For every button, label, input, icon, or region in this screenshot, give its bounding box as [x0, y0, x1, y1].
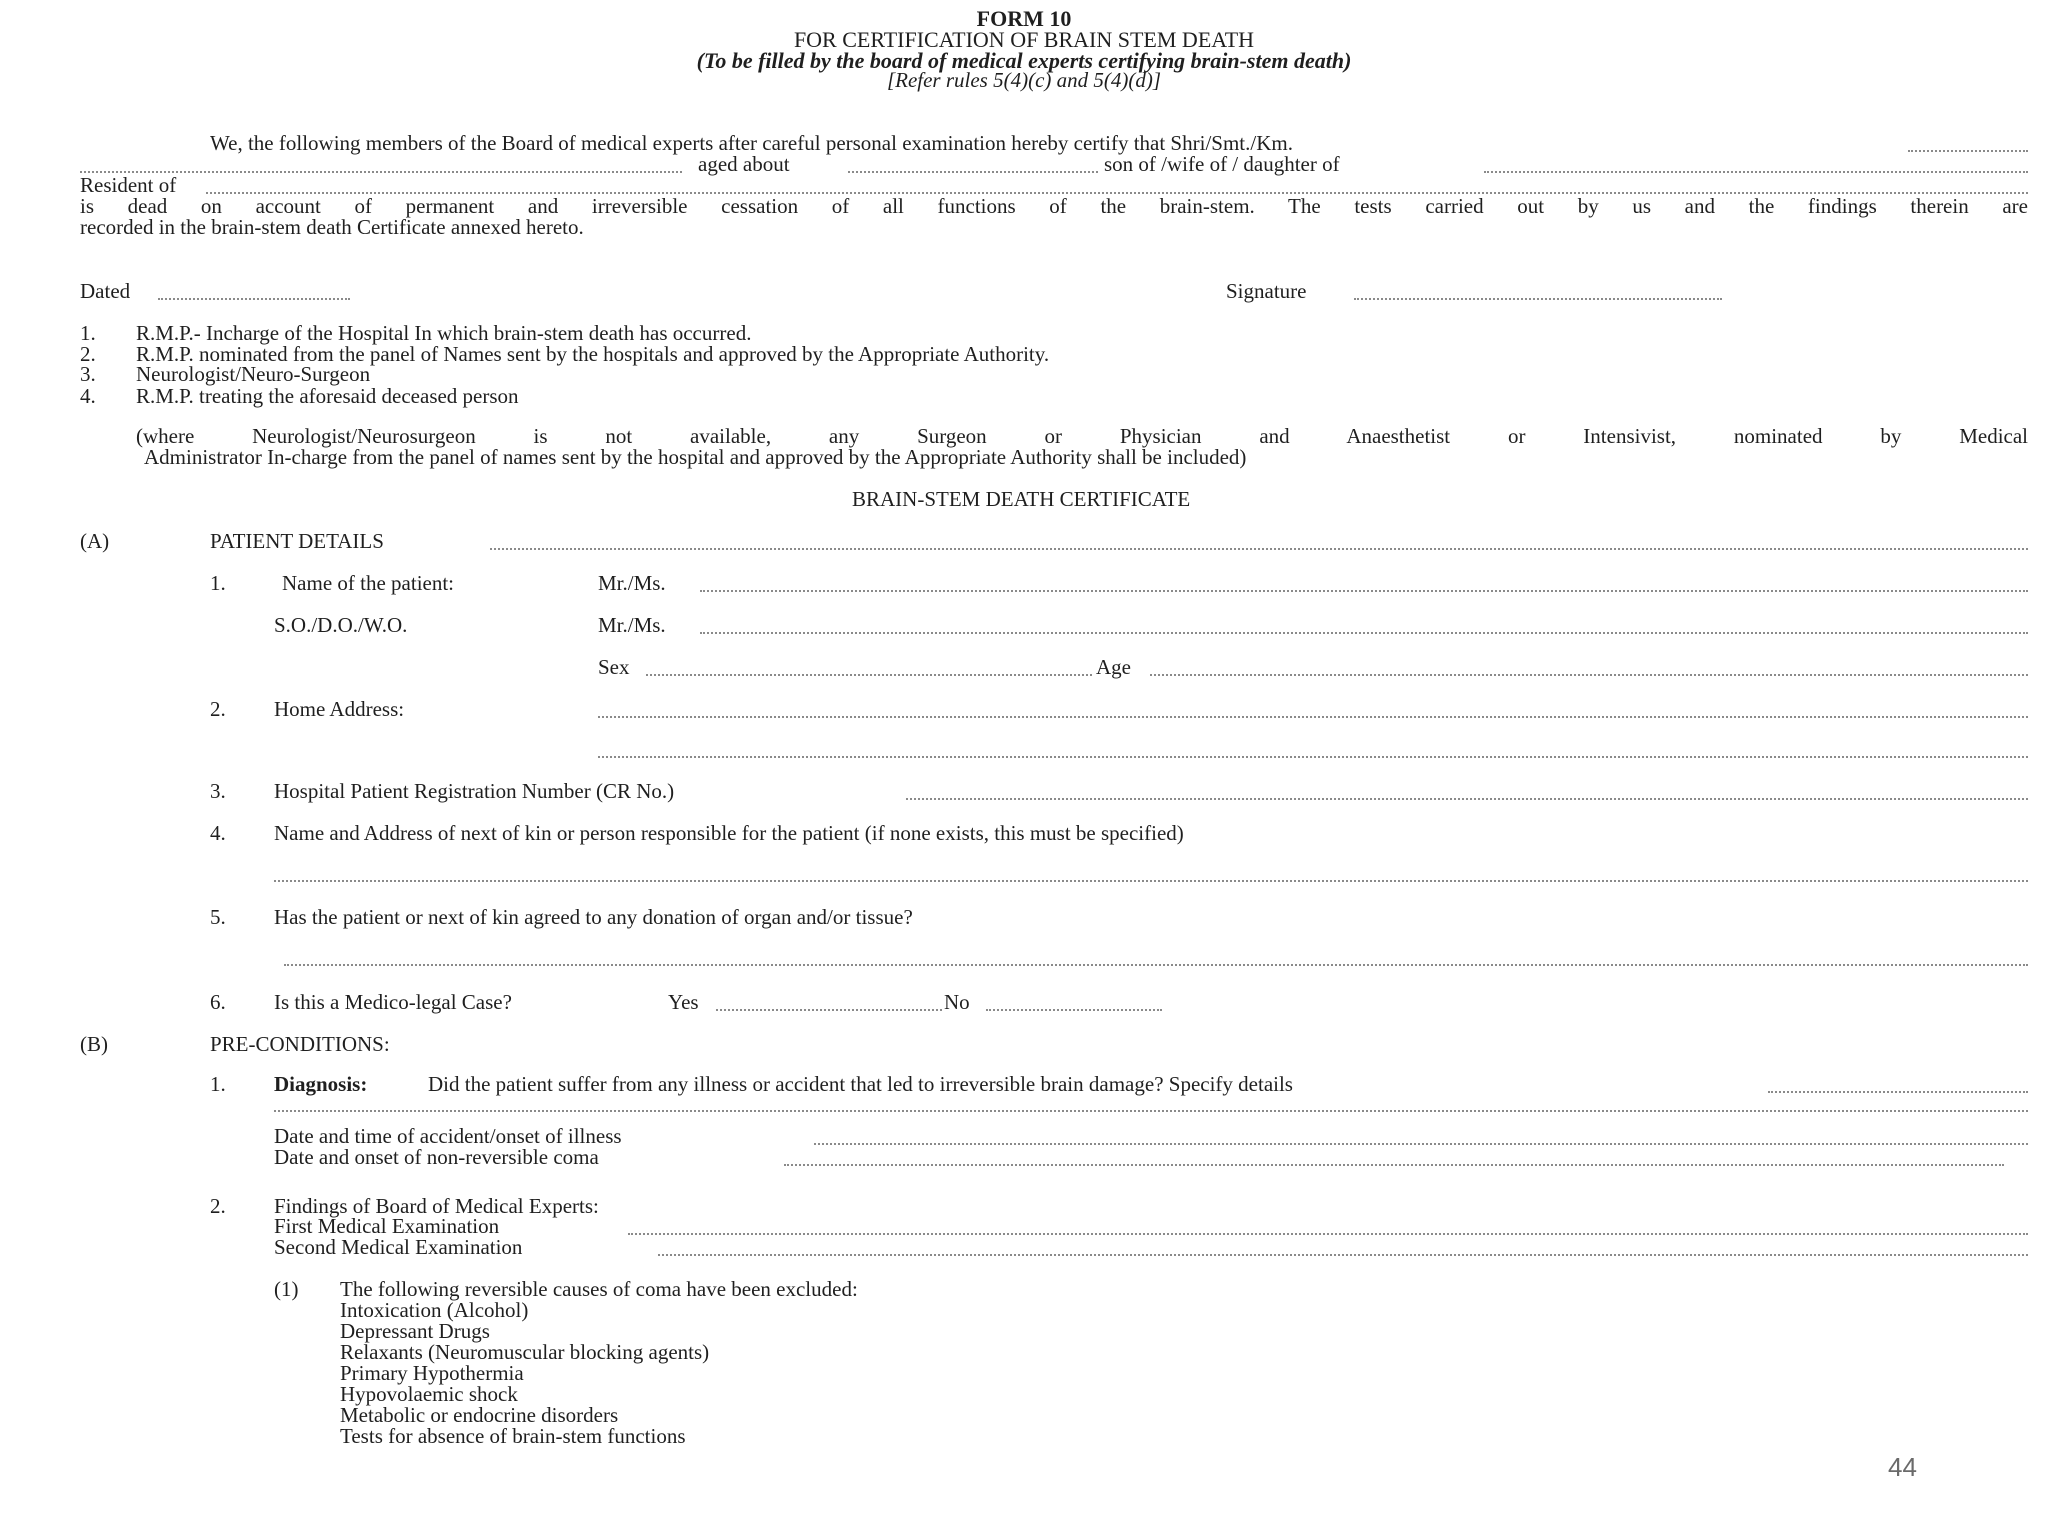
- diagnosis-label: Diagnosis:: [274, 1072, 368, 1096]
- mr-ms-label-2: Mr./Ms.: [598, 613, 666, 637]
- mr-ms-label: Mr./Ms.: [598, 571, 666, 595]
- yes-label: Yes: [668, 990, 699, 1014]
- q6-number: 6.: [210, 990, 226, 1014]
- member-2-text: R.M.P. nominated from the panel of Names sent by the hospitals and approved by the Appropriate Authority.: [136, 342, 1050, 366]
- diagnosis-question: Did the patient suffer from any illness or accident that led to irreversible brain damage? Specify details: [428, 1072, 1293, 1096]
- registration-number-label: Hospital Patient Registration Number (CR No.): [274, 779, 675, 803]
- patient-age-field[interactable]: [1150, 674, 2028, 676]
- sub-item-number: (1): [274, 1277, 299, 1301]
- patient-details-field[interactable]: [490, 548, 2028, 550]
- date-coma-label: Date and onset of non-reversible coma: [274, 1145, 599, 1169]
- cause-item: Relaxants (Neuromuscular blocking agents): [340, 1340, 710, 1364]
- findings-label: Findings of Board of Medical Experts:: [274, 1194, 599, 1218]
- next-of-kin-field[interactable]: [274, 880, 2028, 882]
- form-title: FOR CERTIFICATION OF BRAIN STEM DEATH: [793, 27, 1255, 52]
- cause-item: Depressant Drugs: [340, 1319, 490, 1343]
- relation-name-field[interactable]: [700, 632, 2028, 634]
- age-label: Age: [1096, 655, 1131, 679]
- home-address-label: Home Address:: [274, 697, 405, 721]
- first-exam-label: First Medical Examination: [274, 1214, 500, 1238]
- member-3-number: 3.: [80, 362, 96, 386]
- form-number: FORM 10: [976, 6, 1072, 31]
- relation-label: son of /wife of / daughter of: [1104, 152, 1340, 176]
- no-field[interactable]: [986, 1009, 1162, 1011]
- home-address-field-1[interactable]: [598, 716, 2028, 718]
- q1-number: 1.: [210, 571, 226, 595]
- yes-field[interactable]: [716, 1009, 942, 1011]
- page-number: 44: [1888, 1452, 1917, 1482]
- first-exam-field[interactable]: [628, 1233, 2028, 1235]
- date-accident-label: Date and time of accident/onset of illness: [274, 1124, 622, 1148]
- date-accident-field[interactable]: [814, 1143, 2028, 1145]
- home-address-field-2[interactable]: [598, 756, 2028, 758]
- member-1-text: R.M.P.- Incharge of the Hospital In which brain-stem death has occurred.: [136, 321, 752, 345]
- aged-about-label: aged about: [698, 152, 790, 176]
- q4-number: 4.: [210, 821, 226, 845]
- sex-field[interactable]: [646, 674, 1092, 676]
- certificate-title: BRAIN-STEM DEATH CERTIFICATE: [852, 487, 1191, 511]
- dated-field[interactable]: [158, 298, 350, 300]
- relation-field[interactable]: [1484, 171, 2028, 173]
- sex-label: Sex: [598, 655, 630, 679]
- signature-field[interactable]: [1354, 298, 1722, 300]
- reversible-causes-title: The following reversible causes of coma have been excluded:: [340, 1277, 858, 1301]
- patient-details-title: PATIENT DETAILS: [210, 529, 384, 553]
- b1-number: 1.: [210, 1072, 226, 1096]
- cause-item: Hypovolaemic shock: [340, 1382, 518, 1406]
- member-2-number: 2.: [80, 342, 96, 366]
- second-exam-field[interactable]: [658, 1254, 2028, 1256]
- member-1-number: 1.: [80, 321, 96, 345]
- signature-label: Signature: [1226, 279, 1307, 303]
- name-field[interactable]: [1908, 150, 2028, 152]
- dated-label: Dated: [80, 279, 131, 303]
- intro-line-1: We, the following members of the Board of medical experts after careful personal examination hereby certify that Shri/Smt./Km.: [210, 131, 1293, 155]
- form-rule-reference: [Refer rules 5(4)(c) and 5(4)(d)]: [886, 68, 1162, 92]
- section-b-label: (B): [80, 1032, 108, 1056]
- intro-line-5: recorded in the brain-stem death Certificate annexed hereto.: [80, 215, 584, 239]
- resident-label: Resident of: [80, 173, 177, 197]
- cause-item: Primary Hypothermia: [340, 1361, 524, 1385]
- cause-item: Metabolic or endocrine disorders: [340, 1403, 619, 1427]
- medico-legal-label: Is this a Medico-legal Case?: [274, 990, 512, 1014]
- cause-item: Intoxication (Alcohol): [340, 1298, 529, 1322]
- b2-number: 2.: [210, 1194, 226, 1218]
- pre-conditions-title: PRE-CONDITIONS:: [210, 1032, 390, 1056]
- donation-field[interactable]: [284, 964, 2028, 966]
- q3-number: 3.: [210, 779, 226, 803]
- note-line-2: Administrator In-charge from the panel of names sent by the hospital and approved by the Appropriate Authority shall be included): [144, 445, 1247, 469]
- no-label: No: [944, 990, 970, 1014]
- member-4-number: 4.: [80, 384, 96, 408]
- second-exam-label: Second Medical Examination: [274, 1235, 523, 1259]
- note-line-1: (where Neurologist/Neurosurgeon is not available, any Surgeon or Physician and Anaesthetist or Intensivist, nominated by Medical: [136, 424, 2028, 448]
- intro-line-4: is dead on account of permanent and irreversible cessation of all functions of the brain-stem. The tests carried out by us and the findings therein are: [80, 194, 2028, 218]
- patient-name-field[interactable]: [700, 590, 2028, 592]
- sodowo-label: S.O./D.O./W.O.: [274, 613, 408, 637]
- cause-item: Tests for absence of brain-stem functions: [340, 1424, 686, 1448]
- donation-label: Has the patient or next of kin agreed to any donation of organ and/or tissue?: [274, 905, 913, 929]
- section-a-label: (A): [80, 529, 110, 553]
- registration-number-field[interactable]: [906, 798, 2028, 800]
- member-4-text: R.M.P. treating the aforesaid deceased person: [136, 384, 519, 408]
- age-field[interactable]: [848, 171, 1098, 173]
- form-subtitle: (To be filled by the board of medical experts certifying brain-stem death): [696, 48, 1352, 73]
- q5-number: 5.: [210, 905, 226, 929]
- member-3-text: Neurologist/Neuro-Surgeon: [136, 362, 371, 386]
- diagnosis-field-2[interactable]: [274, 1110, 2028, 1112]
- q2-number: 2.: [210, 697, 226, 721]
- date-coma-field[interactable]: [784, 1164, 2004, 1166]
- patient-name-label: Name of the patient:: [282, 571, 455, 595]
- next-of-kin-label: Name and Address of next of kin or person responsible for the patient (if none exists, this must be specified): [274, 821, 1184, 845]
- diagnosis-field[interactable]: [1768, 1091, 2028, 1093]
